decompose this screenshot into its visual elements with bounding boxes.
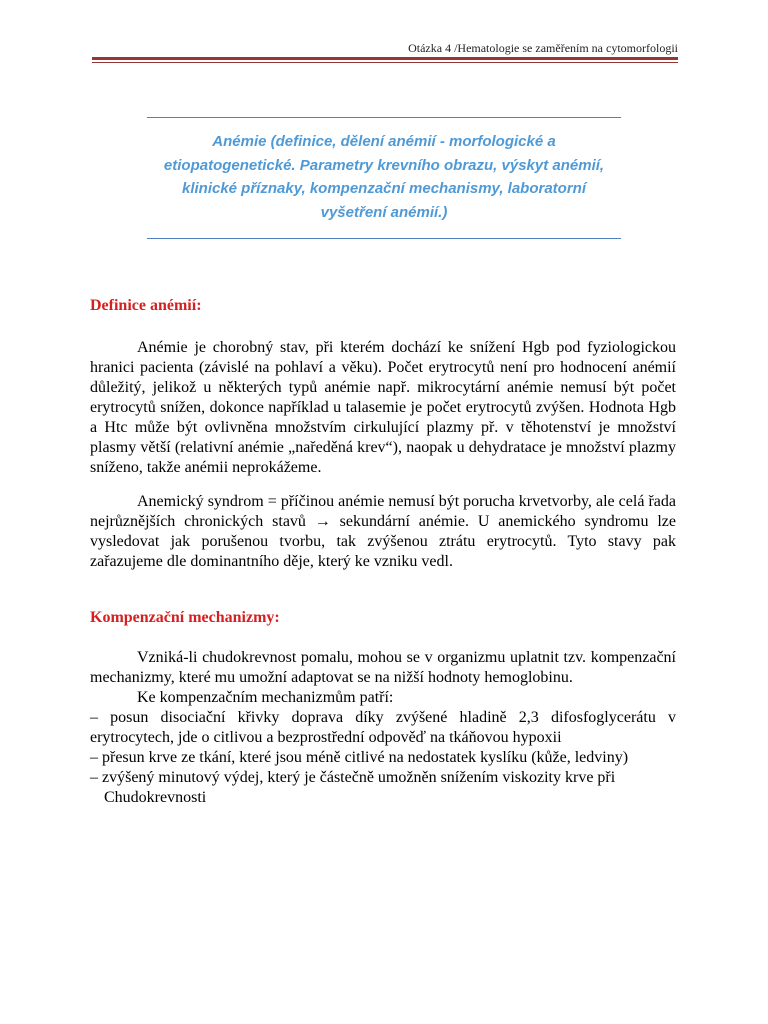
running-header: Otázka 4 /Hematologie se zaměřením na cytomorfologii (408, 41, 678, 55)
kompenzace-paragraph-1: Vzniká-li chudokrevnost pomalu, mohou se v organizmu uplatnit tzv. kompenzační mechanizmy, které mu umožní adaptovat se na nižší hodnoty hemoglobinu. (90, 649, 676, 686)
content (90, 296, 676, 808)
definice-paragraph-2: Anemický syndrom = příčinou anémie nemusí být porucha krvetvorby, ale celá řada nejrůznějších chronických stavů → sekundární anémie. U anemického syndromu lze vysledovat jak porušenou tvorbu, tak zvýšenou ztrátu erytrocytů. Tyto stavy pak zařazujeme dle dominantního děje, který ke vzniku vedl. (90, 493, 676, 570)
kompenzace-item-1: – posun disociační křivky doprava díky zvýšené hladině 2,3 difosfoglycerátu v erytrocytech, jde o citlivou a bezprostřední odpověď na tkáňovou hypoxii (90, 709, 676, 746)
kompenzace-item-3: – zvýšený minutový výdej, který je částečně umožněn snížením viskozity krve při (90, 769, 616, 786)
kompenzace-item-2: – přesun krve ze tkání, které jsou méně citlivé na nedostatek kyslíku (kůže, ledviny) (90, 749, 629, 766)
kompenzace-intro: Ke kompenzačním mechanizmům patří: (137, 689, 394, 706)
definice-paragraph-1: Anémie je chorobný stav, při kterém dochází ke snížení Hgb pod fyziologickou hranici pacienta (závislé na pohlaví a věku). Počet erytrocytů není pro hodnocení anémií důležitý, jelikož u některých typů anémie např. mikrocytární anémie nemusí být počet erytrocytů snížen, dokonce například u talasemie je počet erytrocytů zvýšen. Hodnota Hgb a Htc může být ovlivněna množstvím cirkulující plazmy př. v těhotenství je množství plasmy větší (relativní anémie „naředěná krev“), naopak u dehydratace je množství plazmy sníženo, takže anémii neprokážeme. (90, 339, 676, 476)
kompenzace-last-line: Chudokrevnosti (104, 789, 207, 806)
document-title: Anémie (definice, dělení anémií - morfologické a etiopatogenetické. Parametry krevního obrazu, výskyt anémií, klinické příznaky, kompenzační mechanismy, laboratorní vyšetření anémií.) (163, 133, 605, 221)
header-rule-thin (92, 62, 678, 63)
heading-definice: Definice anémií: (90, 297, 202, 314)
header-rule-thick (92, 57, 678, 60)
title-box (147, 117, 621, 239)
heading-kompenzace: Kompenzační mechanizmy: (90, 609, 280, 626)
